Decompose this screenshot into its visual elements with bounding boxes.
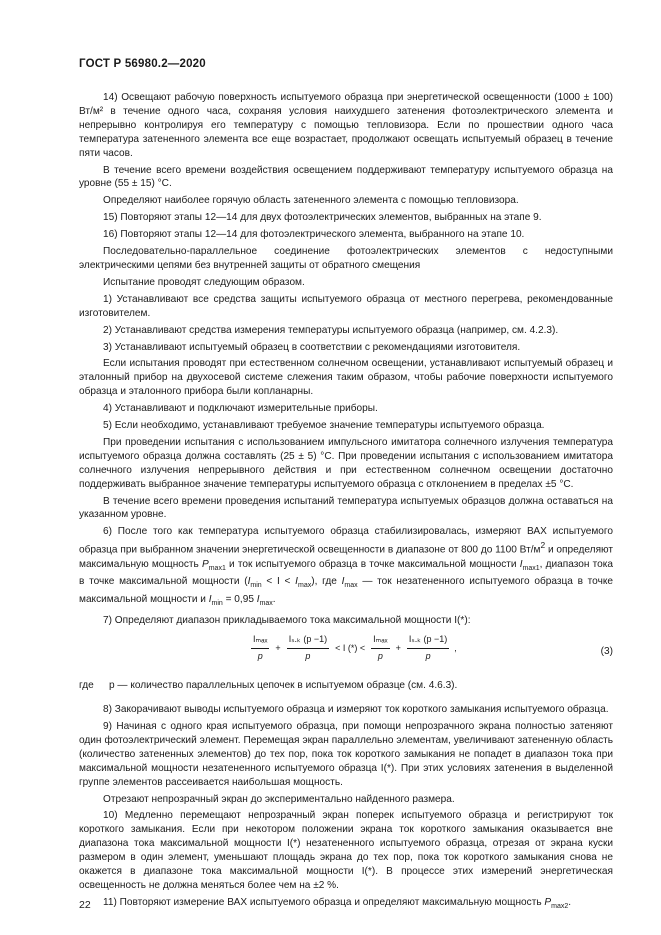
paragraph: При проведении испытания с использованием импульсного имитатора солнечного излучения температура испытуемого образца должна составлять (25 ± 5) °С. При проведении испытания с использованием имитатора солнечного излучения непрерывного действия и при естественном солнечном освещении достаточно поддерживать выбранное значение температуры испытуемого образца с отклонением в пределах ±5 °С. [79,436,613,490]
fraction: $\frac{\text{Iₛ.ₖ (p −1)}}{p}$ [408,634,448,662]
fraction: $\frac{\text{Iₛ.ₖ (p −1)}}{p}$ [288,634,328,662]
equation-number: (3) [600,646,613,658]
paragraph: 4) Устанавливают и подключают измерительные приборы. [103,403,378,415]
paragraph: В течение всего времени воздействия освещением поддерживают температуру испытуемого образца на уровне (55 ± 15) °С. [79,164,613,190]
formula-3 [79,631,613,673]
paragraph: Если испытания проводят при естественном солнечном освещении, устанавливают испытуемый образец и эталонный прибор на двухосевой системе слежения таким образом, чтобы рабочие поверхности испытуемого образца и эталонного прибора были копланарны. [79,358,613,398]
paragraph: 15) Повторяют этапы 12—14 для двух фотоэлектрических элементов, выбранных на этапе 9. [103,212,542,224]
paragraph: Определяют наиболее горячую область затененного элемента с помощью тепловизора. [103,195,519,207]
document-body [79,91,613,917]
fraction: $\frac{\text{Iₘₐₓ}}{p}$ [253,634,268,662]
paragraph: В течение всего времени проведения испытаний температура испытуемых образцов должна оставаться на указанном уровне. [79,495,613,521]
paragraph: 10) Медленно перемещают непрозрачный экран поперек испытуемого образца и регистрируют ток короткого замыкания. Если при некотором положении экрана ток короткого замыкания оказывается вне диапазона тока максимальной мощности I(*) незатененного испытуемого образца, отрезая от экрана куски размером в один элемент, уменьшают площадь экрана до тех пор, пока ток короткого замыкания снова не окажется в диапазоне тока максимальной мощности I(*). В процессе этих измерений энергетическая освещенность не должна меняться более чем на ±2 %. [79,810,613,891]
where-clause: где p — количество параллельных цепочек в испытуемом образце (см. 4.6.3). [79,680,458,692]
formula-expression: $\frac{\text{Iₘₐₓ}}{p}$ + $\frac{\text{Iₛ.ₖ (p −1)}}{p}$ < I (*) < $\frac{\text{Iₘₐₓ}}{p}$ + $\frac{\text{Iₛ.ₖ (p −1)}}{p}$ , [251,633,457,664]
paragraph: Последовательно-параллельное соединение фотоэлектрических элементов с недоступными электрическими цепями без внутренней защиты от обратного смещения [79,246,613,271]
fraction: $\frac{\text{Iₘₐₓ}}{p}$ [373,634,388,662]
operator: + [395,642,401,653]
operator: + [275,642,281,653]
inequality: < I (*) < [335,642,366,653]
document-header: ГОСТ Р 56980.2—2020 [79,58,206,70]
paragraph: 9) Начиная с одного края испытуемого образца, при помощи непрозрачного экрана полностью затеняют один фотоэлектрический элемент. Перемещая экран параллельно элементам, увеличивают затененную область (количество затененных элементов) до тех пор, пока ток короткого замыкания не попадет в диапазон тока при максимальной мощности незатененного испытуемого образца I(*). При этих условиях затенения в выделенной группе элементов рассеивается наибольшая мощность. [79,721,613,788]
paragraph: 2) Устанавливают средства измерения температуры испытуемого образца (например, см. 4.2.3). [103,324,559,336]
paragraph-step-6: 6) После того как температура испытуемого образца стабилизировалась, измеряют ВАХ испытуемого образца при выбранном значении энергетической освещенности в диапазоне от 800 до 1100 $Вт/м^2$ и определяют максимальную мощность $P_{max1}$ и ток испытуемого образца в точке максимальной мощности $I_{max1}$, диапазон тока в точке максимальной мощности $(I_{min} < I < I_{max})$, где $I_{max}$ — ток незатененного испытуемого образца в точке максимальной мощности и $I_{min} = 0,95$ $I_{max}$. [79,526,614,608]
paragraph: 3) Устанавливают испытуемый образец в соответствии с рекомендациями изготовителя. [103,341,521,353]
paragraph: Испытание проводят следующим образом. [103,276,305,288]
paragraph-step-7: 7) Определяют диапазон прикладываемого тока максимальной мощности I(*): [103,615,471,627]
paragraph: Отрезают непрозрачный экран до экспериментально найденного размера. [103,793,455,805]
paragraph: 16) Повторяют этапы 12—14 для фотоэлектрического элемента, выбранного на этапе 10. [103,229,525,241]
paragraph: 8) Закорачивают выводы испытуемого образца и измеряют ток короткого замыкания испытуемого образца. [103,704,609,716]
paragraph-step-11: 11) Повторяют измерение ВАХ испытуемого образца и определяют максимальную мощность $P_{max2}$. [103,896,572,910]
page-number: 22 [79,899,91,911]
paragraph: 1) Устанавливают все средства защиты испытуемого образца от местного перегрева, рекомендованные изготовителем. [79,293,613,319]
paragraph: 5) Если необходимо, устанавливают требуемое значение температуры испытуемого образца. [103,420,545,432]
paragraph: 14) Освещают рабочую поверхность испытуемого образца при энергетической освещенности (1000 ± 100) Вт/м² в течение одного часа, сохраняя условия наихудшего затенения фотоэлектрического элемента и непрерывно контролируя его температуру с помощью тепловизора. Если по прошествии одного часа температура затененного элемента все еще возрастает, продолжают освещать испытуемый образец в течение пяти часов. [79,92,613,159]
